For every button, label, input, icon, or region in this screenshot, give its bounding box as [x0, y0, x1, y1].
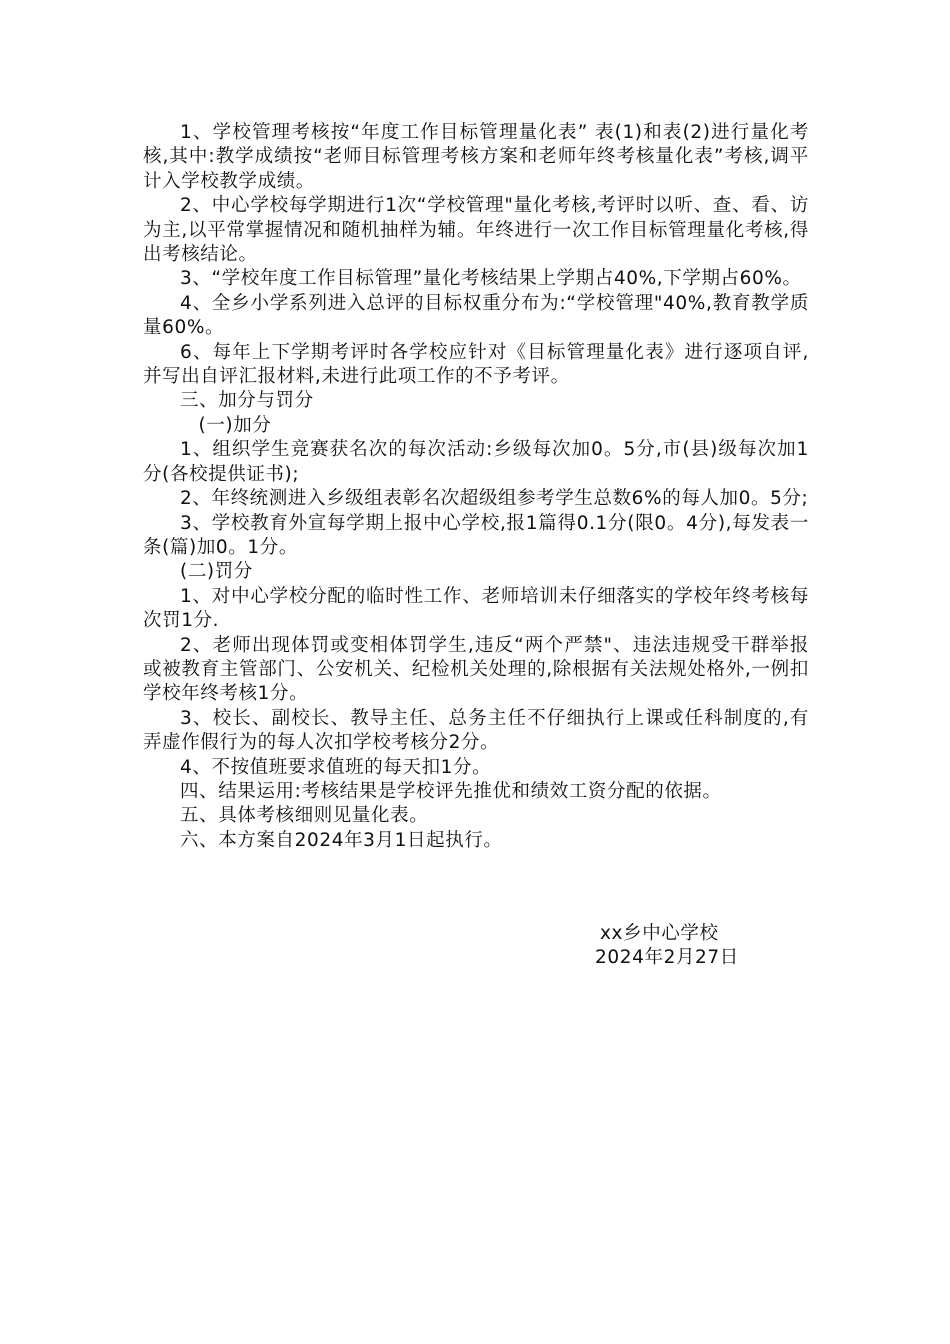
section-effective-date: 六、本方案自2024年3月1日起执行。: [180, 829, 503, 851]
signature-organization: xx乡中心学校: [600, 923, 719, 944]
signature-date: 2024年2月27日: [595, 947, 739, 968]
bonus-item-3: 3、学校教育外宣每学期上报中心学校,报1篇得0.1分(限0。4分),每发表一条(篇)加0。1分。: [143, 512, 809, 558]
penalty-item-2: 2、老师出现体罚或变相体罚学生,违反“两个严禁"、违法违规受干群举报或被教育主管部门、公安机关、纪检机关处理的,除根据有关法规处格外,一例扣学校年终考核1分。: [143, 634, 809, 705]
penalty-item-4: 4、不按值班要求值班的每天扣1分。: [180, 756, 492, 778]
paragraph-1: 1、学校管理考核按“年度工作目标管理量化表” 表(1)和表(2)进行量化考核,其中:教学成绩按“老师目标管理考核方案和老师年终考核量化表”考核,调平计入学校教学成绩。: [143, 122, 809, 192]
bonus-item-1: 1、组织学生竞赛获名次的每次活动:乡级每次加0。5分,市(县)级每次加1分(各校提供证书);: [143, 439, 809, 485]
subsection-heading-bonus: (一)加分: [198, 414, 272, 436]
paragraph-3: 3、“学校年度工作目标管理”量化考核结果上学期占40%,下学期占60%。: [180, 268, 802, 290]
penalty-item-3: 3、校长、副校长、教导主任、总务主任不仔细执行上课或任科制度的,有弄虚作假行为的每人次扣学校考核分2分。: [143, 707, 809, 754]
section-results-application: 四、结果运用:考核结果是学校评先推优和绩效工资分配的依据。: [180, 780, 722, 802]
document-body: [143, 121, 809, 853]
section-heading-bonus-penalty: 三、加分与罚分: [180, 390, 314, 412]
penalty-item-1: 1、对中心学校分配的临时性工作、老师培训未仔细落实的学校年终考核每次罚1分.: [143, 585, 809, 632]
paragraph-2: 2、中心学校每学期进行1次“学校管理"量化考核,考评时以听、查、看、访为主,以平常掌握情况和随机抽样为辅。年终进行一次工作目标管理量化考核,得出考核结论。: [143, 195, 809, 266]
paragraph-4: 4、全乡小学系列进入总评的目标权重分布为:“学校管理"40%,教育教学质量60%。: [143, 292, 809, 339]
section-detailed-rules: 五、具体考核细则见量化表。: [180, 805, 429, 827]
bonus-item-2: 2、年终统测进入乡级组表彰名次超级组参考学生总数6%的每人加0。5分;: [180, 488, 809, 510]
paragraph-6: 6、每年上下学期考评时各学校应针对《目标管理量化表》进行逐项自评,并写出自评汇报材料,未进行此项工作的不予考评。: [143, 341, 809, 388]
subsection-heading-penalty: (二)罚分: [180, 561, 253, 583]
